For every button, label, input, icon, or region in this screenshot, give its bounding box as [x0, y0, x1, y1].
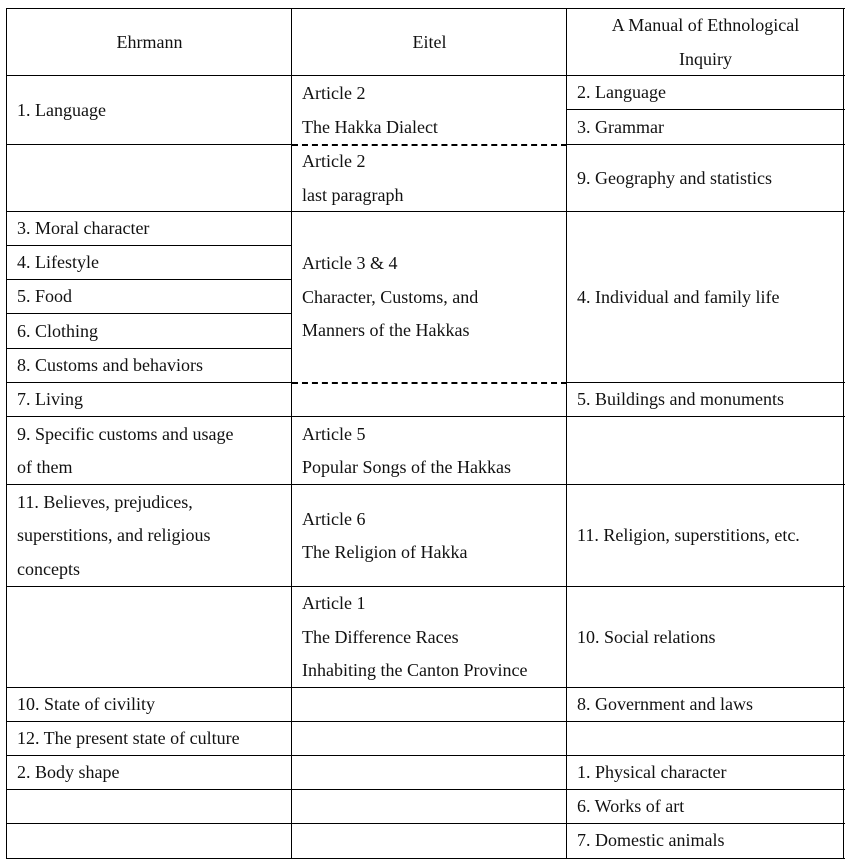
cell-text: Article 1: [302, 593, 366, 614]
cell-text: superstitions, and religious: [17, 525, 211, 546]
cell-text: 8. Government and laws: [577, 694, 753, 715]
cell-text: Article 2: [302, 151, 366, 171]
ehrmann-clothing: [7, 314, 292, 349]
cell-text: The Religion of Hakka: [302, 542, 468, 562]
cell-text: 6. Works of art: [577, 796, 685, 817]
manual-social: [567, 587, 844, 688]
manual-buildings: [567, 383, 844, 417]
header-ehrmann-label: Ehrmann: [116, 31, 183, 52]
ehrmann-moral: [7, 212, 292, 246]
cell-text: 6. Clothing: [17, 320, 99, 341]
ehrmann-culture: [7, 722, 292, 756]
ehrmann-food: [7, 280, 292, 314]
ehrmann-body: [7, 756, 292, 790]
row-divider: [6, 755, 845, 756]
manual-religion: [567, 485, 844, 587]
ehrmann-believes: [7, 485, 292, 587]
row-divider: [6, 484, 845, 485]
header-ehrmann: [7, 9, 292, 76]
comparison-table: [7, 9, 844, 859]
cell-text: Popular Songs of the Hakkas: [302, 457, 511, 477]
cell-text: 7. Living: [17, 389, 83, 410]
cell-text: Article 5: [302, 423, 366, 444]
row-divider: [6, 144, 292, 145]
eitel-article-5: [292, 417, 567, 485]
cell-text: 2. Language: [577, 82, 666, 103]
cell-text: 2. Body shape: [17, 762, 120, 783]
cell-text: Article 6: [302, 508, 366, 529]
cell-text: 11. Believes, prejudices,: [17, 491, 193, 512]
cell-text: 3. Moral character: [17, 218, 150, 239]
row-divider: [6, 586, 845, 587]
cell-text: 5. Food: [17, 286, 73, 307]
manual-grammar: [567, 110, 844, 145]
manual-geography: [567, 145, 844, 212]
manual-individual: [567, 212, 844, 383]
cell-text: 9. Geography and statistics: [577, 167, 772, 188]
cell-text: Manners of the Hakkas: [302, 320, 470, 341]
column-divider-1: [291, 9, 292, 859]
cell-text: 4. Individual and family life: [577, 286, 780, 307]
cell-text: 10. Social relations: [577, 626, 716, 647]
cell-text: Character, Customs, and: [302, 286, 479, 307]
ehrmann-specific-customs: [7, 417, 292, 485]
ehrmann-customs: [7, 349, 292, 383]
cell-text: of them: [17, 457, 73, 477]
eitel-article-2: [292, 76, 567, 145]
table-border-top: [6, 8, 845, 9]
row-divider: [6, 211, 845, 212]
cell-text: 7. Domestic animals: [577, 830, 725, 851]
cell-text: Article 2: [302, 83, 366, 103]
table-border-bottom: [6, 858, 845, 859]
cell-text: 1. Physical character: [577, 762, 727, 783]
manual-language: [567, 76, 844, 110]
row-divider: [6, 721, 845, 722]
row-divider: [566, 382, 845, 383]
ehrmann-civility: [7, 688, 292, 722]
cell-text: 1. Language: [17, 99, 106, 120]
row-divider: [6, 789, 845, 790]
eitel-article-6: [292, 485, 567, 587]
row-divider: [6, 687, 845, 688]
cell-text: The Difference Races: [302, 626, 459, 647]
eitel-article-3-4: [292, 212, 567, 383]
table-border-left: [6, 9, 7, 859]
row-divider: [6, 313, 292, 314]
row-divider: [6, 823, 845, 824]
table-border-right: [843, 9, 844, 859]
row-divider: [566, 109, 845, 110]
row-divider: [6, 348, 292, 349]
cell-text: 3. Grammar: [577, 116, 664, 137]
ehrmann-lifestyle: [7, 246, 292, 280]
ehrmann-language: [7, 76, 292, 145]
row-divider: [6, 382, 292, 383]
manual-art: [567, 790, 844, 824]
header-manual-label-2: Inquiry: [679, 48, 732, 69]
cell-text: 8. Customs and behaviors: [17, 355, 203, 376]
cell-text: last paragraph: [302, 184, 404, 205]
manual-animals: [567, 824, 844, 858]
cell-text: 9. Specific customs and usage: [17, 423, 234, 444]
row-divider: [6, 279, 292, 280]
cell-text: 12. The present state of culture: [17, 728, 240, 749]
cell-text: 4. Lifestyle: [17, 252, 99, 273]
cell-text: Article 3 & 4: [302, 253, 398, 274]
row-divider-dashed: [292, 382, 567, 384]
row-divider: [566, 144, 845, 145]
cell-text: 10. State of civility: [17, 694, 155, 715]
manual-physical: [567, 756, 844, 790]
cell-text: 11. Religion, superstitions, etc.: [577, 525, 800, 546]
manual-government: [567, 688, 844, 722]
header-manual: [567, 9, 844, 76]
header-manual-label-1: A Manual of Ethnological: [611, 15, 800, 35]
eitel-article-1: [292, 587, 567, 688]
ehrmann-living: [7, 383, 292, 417]
header-eitel-label: Eitel: [412, 31, 447, 52]
cell-text: Inhabiting the Canton Province: [302, 660, 528, 681]
cell-text: The Hakka Dialect: [302, 116, 438, 137]
column-divider-2: [566, 9, 567, 859]
row-divider: [6, 416, 845, 417]
header-eitel: [292, 9, 567, 76]
cell-text: 5. Buildings and monuments: [577, 389, 784, 410]
row-divider-dashed: [292, 144, 567, 146]
row-divider: [6, 245, 292, 246]
eitel-article-2-last: [292, 145, 567, 212]
row-divider: [6, 75, 845, 76]
cell-text: concepts: [17, 558, 80, 579]
